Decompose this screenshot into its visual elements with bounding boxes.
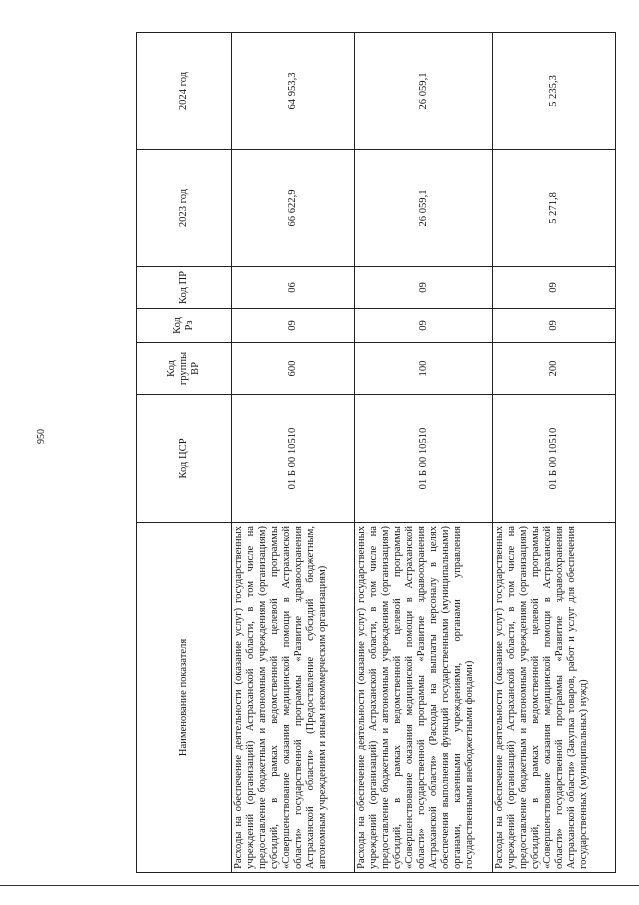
header-pr: Код ПР (137, 267, 232, 309)
cell-2024: 26 059,1 (355, 33, 493, 150)
budget-table-rotated (136, 33, 596, 873)
cell-rz: 09 (232, 309, 355, 343)
cell-vr: 200 (493, 343, 616, 395)
cell-2023: 26 059,1 (355, 150, 493, 267)
header-2024: 2024 год (137, 33, 232, 150)
cell-csr: 01 Б 00 10510 (355, 395, 493, 523)
cell-2024: 5 235,3 (493, 33, 616, 150)
header-name: Наименование показателя (137, 523, 232, 873)
cell-pr: 06 (232, 267, 355, 309)
page-divider (0, 885, 639, 886)
budget-table (136, 32, 616, 873)
cell-2023: 66 622,9 (232, 150, 355, 267)
cell-rz: 09 (493, 309, 616, 343)
cell-csr: 01 Б 00 10510 (493, 395, 616, 523)
table-row (493, 33, 616, 873)
cell-csr: 01 Б 00 10510 (232, 395, 355, 523)
cell-2023: 5 271,8 (493, 150, 616, 267)
header-rz: Код Рз (137, 309, 232, 343)
header-2023: 2023 год (137, 150, 232, 267)
cell-name: Расходы на обеспечение деятельности (оказание услуг) государственных учреждений (организаций) Астраханской области, в том числе на предоставление бюджетным и автономным учреждениям (организациям) субсидий, в рамках ведомственной целевой программы «Совершенствование оказания медицинской помощи в Астраханской области» государственной программы «Развитие здравоохранения Астраханской области» (Расходы на выплаты персоналу в целях обеспечения выполнения функций государственными (муниципальными) органами, казенными учреждениями, органами управления государственными внебюджетными фондами) (355, 523, 493, 873)
table-row (355, 33, 493, 873)
header-csr: Код ЦСР (137, 395, 232, 523)
cell-vr: 100 (355, 343, 493, 395)
table-row (232, 33, 355, 873)
header-vr: Код группы ВР (137, 343, 232, 395)
cell-rz: 09 (355, 309, 493, 343)
table-header-row (137, 33, 232, 873)
cell-pr: 09 (355, 267, 493, 309)
cell-name: Расходы на обеспечение деятельности (оказание услуг) государственных учреждений (организаций) Астраханской области, в том числе на предоставление бюджетным и автономным учреждениям (организациям) субсидий, в рамках ведомственной целевой программы «Совершенствование оказания медицинской помощи в Астраханской области» государственной программы «Развитие здравоохранения Астраханской области» (Предоставление субсидий бюджетным, автономным учреждениям и иным некоммерческим организациям) (232, 523, 355, 873)
cell-name: Расходы на обеспечение деятельности (оказание услуг) государственных учреждений (организаций) Астраханской области, в том числе на предоставление бюджетным и автономным учреждениям (организациям) субсидий, в рамках ведомственной целевой программы «Совершенствование оказания медицинской помощи в Астраханской области» государственной программы «Развитие здравоохранения Астраханской области» (Закупка товаров, работ и услуг для обеспечения государственных (муниципальных) нужд) (493, 523, 616, 873)
cell-pr: 09 (493, 267, 616, 309)
page-number: 950 (36, 429, 47, 444)
cell-2024: 64 953,3 (232, 33, 355, 150)
cell-vr: 600 (232, 343, 355, 395)
